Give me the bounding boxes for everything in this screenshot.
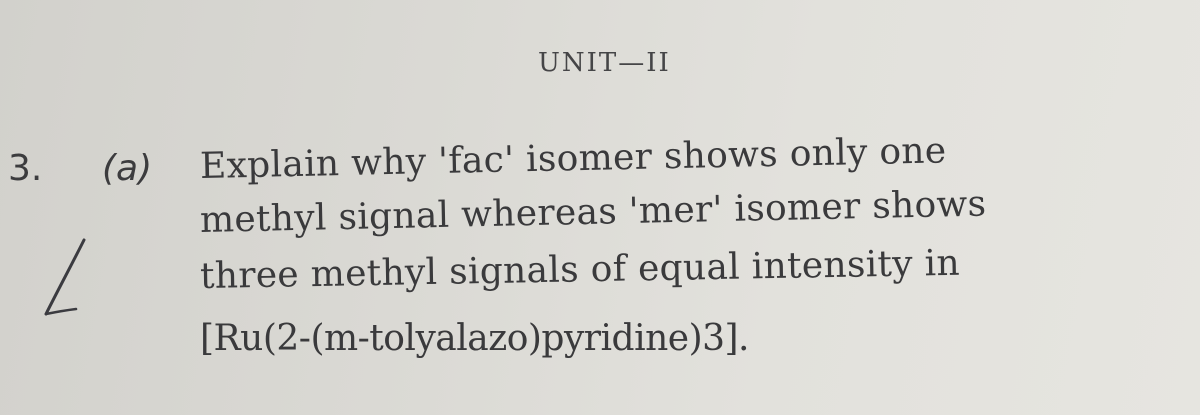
question-text-line-2: methyl signal whereas 'mer' isomer shows (199, 183, 987, 241)
pen-tick-mark-icon (34, 232, 94, 322)
question-text-line-3: three methyl signals of equal intensity in (199, 242, 961, 297)
unit-heading: UNIT—II (538, 48, 671, 78)
question-number: 3. (8, 148, 43, 189)
question-text-line-1: Explain why 'fac' isomer shows only one (199, 130, 947, 187)
question-part-label: (a) (102, 148, 153, 189)
question-text-line-4: [Ru(2-(m-tolyalazo)pyridine)3]. (200, 318, 750, 359)
